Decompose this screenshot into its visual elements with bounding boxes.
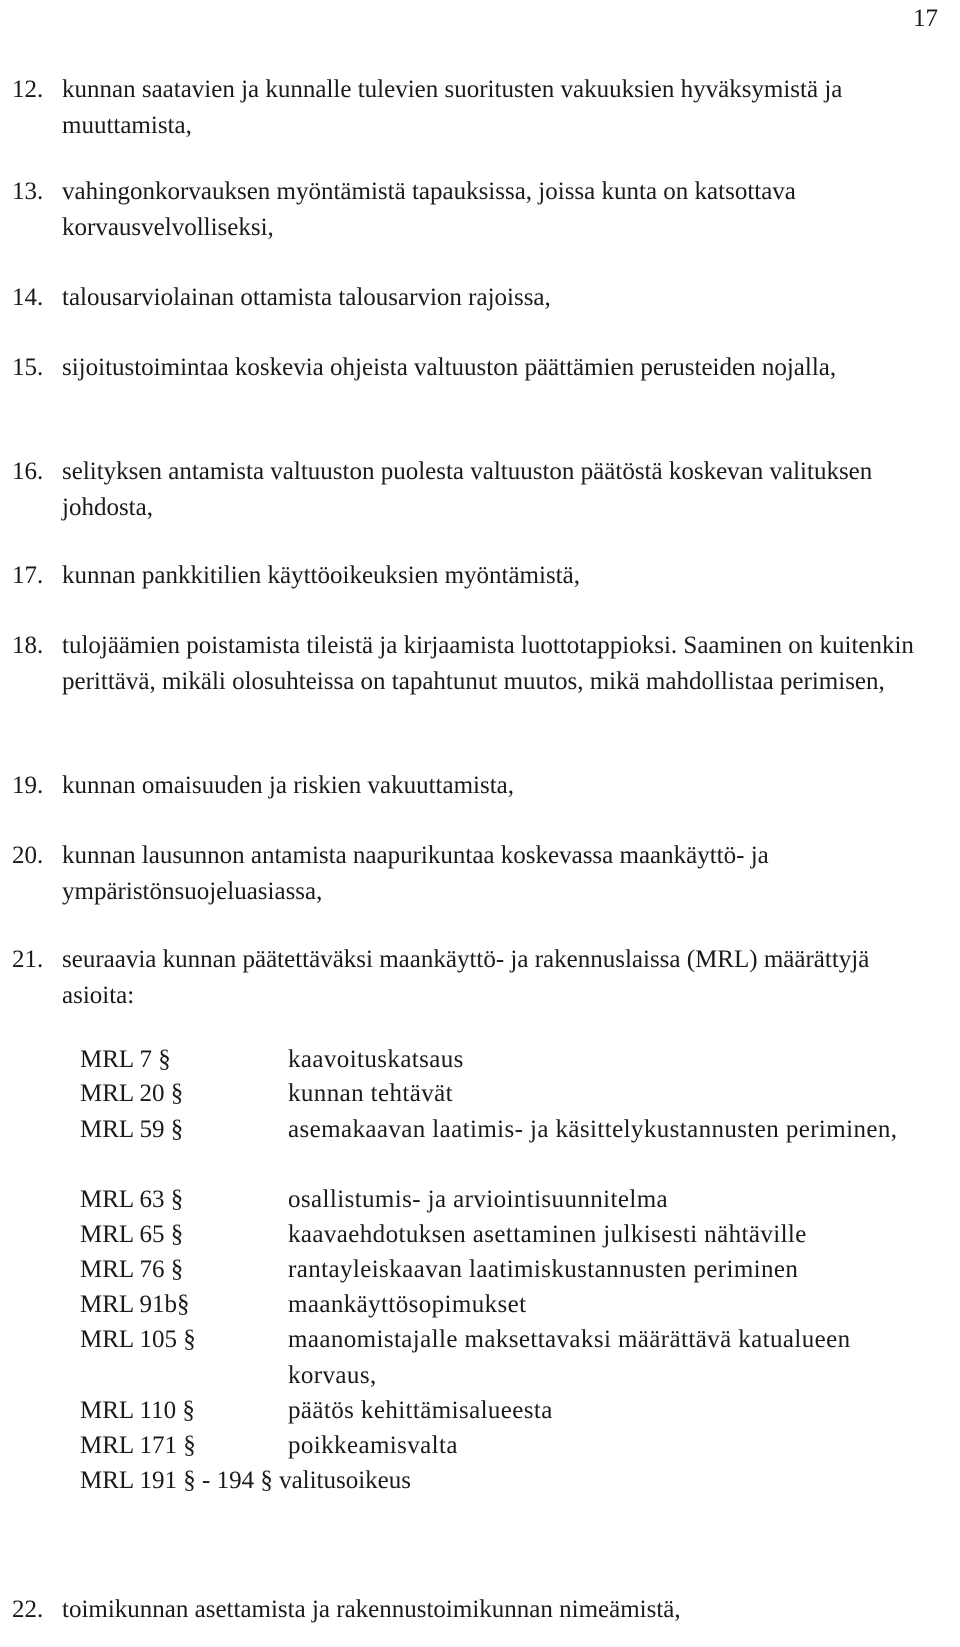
item-number: 22. [12, 1596, 44, 1623]
item-number: 20. [12, 842, 44, 869]
mrl-description: maanomistajalle maksettavaksi määrättävä katualueen korvaus, [288, 1326, 851, 1389]
mrl-code: MRL 76 § [80, 1256, 184, 1283]
item-text: sijoitustoimintaa koskevia ohjeista valtuuston päättämien perusteiden nojalla, [62, 354, 837, 381]
list-item [12, 1592, 942, 1628]
mrl-description: maankäyttösopimukset [288, 1291, 527, 1318]
list-item [12, 72, 942, 144]
item-text: tulojäämien poistamista tileistä ja kirjaamista luottotappioksi. Saaminen on kuitenkin perittävä, mikäli olosuhteissa on tapahtunut muutos, mikä mahdollistaa perimisen, [62, 632, 914, 695]
item-number: 12. [12, 76, 44, 103]
mrl-code: MRL 7 § [80, 1046, 171, 1073]
list-item [12, 454, 942, 526]
page-number: 17 [913, 5, 938, 32]
item-text: talousarviolainan ottamista talousarvion rajoissa, [62, 284, 551, 311]
item-text: kunnan pankkitilien käyttöoikeuksien myöntämistä, [62, 562, 580, 589]
item-number: 17. [12, 562, 44, 589]
item-number: 18. [12, 632, 44, 659]
item-text: selityksen antamista valtuuston puolesta valtuuston päätöstä koskevan valituksen johdosta, [62, 458, 873, 521]
mrl-description: osallistumis- ja arviointisuunnitelma [288, 1186, 669, 1213]
mrl-description: kunnan tehtävät [288, 1080, 453, 1107]
mrl-description: kaavoituskatsaus [288, 1046, 464, 1073]
item-text: vahingonkorvauksen myöntämistä tapauksissa, joissa kunta on katsottava korvausvelvolliseksi, [62, 178, 796, 241]
mrl-code: MRL 91b§ [80, 1291, 190, 1318]
mrl-code: MRL 171 § [80, 1432, 196, 1459]
item-number: 15. [12, 354, 44, 381]
mrl-code: MRL 191 § - 194 § valitusoikeus [80, 1467, 412, 1494]
mrl-code: MRL 110 § [80, 1397, 195, 1424]
list-item [12, 628, 942, 700]
item-number: 16. [12, 458, 44, 485]
item-text: kunnan saatavien ja kunnalle tulevien suoritusten vakuuksien hyväksymistä ja muuttamista, [62, 76, 843, 139]
list-item [12, 280, 942, 316]
list-item [12, 768, 942, 804]
list-item [12, 350, 942, 386]
list-item [12, 838, 942, 910]
item-number: 13. [12, 178, 44, 205]
mrl-description: päätös kehittämisalueesta [288, 1397, 553, 1424]
mrl-code: MRL 20 § [80, 1080, 184, 1107]
item-text: toimikunnan asettamista ja rakennustoimikunnan nimeämistä, [62, 1596, 681, 1623]
mrl-code: MRL 63 § [80, 1186, 184, 1213]
mrl-code: MRL 65 § [80, 1221, 184, 1248]
mrl-code: MRL 105 § [80, 1326, 196, 1353]
mrl-description: asemakaavan laatimis- ja käsittelykustannusten periminen, [288, 1116, 898, 1143]
item-text: seuraavia kunnan päätettäväksi maankäyttö- ja rakennuslaissa (MRL) määrättyjä asioita: [62, 946, 870, 1009]
item-text: kunnan lausunnon antamista naapurikuntaa koskevassa maankäyttö- ja ympäristönsuojeluasiassa, [62, 842, 769, 905]
mrl-description: rantayleiskaavan laatimiskustannusten periminen [288, 1256, 799, 1283]
list-item [12, 558, 942, 594]
item-number: 14. [12, 284, 44, 311]
item-number: 21. [12, 946, 44, 973]
list-item [12, 942, 942, 1014]
item-text: kunnan omaisuuden ja riskien vakuuttamista, [62, 772, 514, 799]
mrl-description: kaavaehdotuksen asettaminen julkisesti nähtäville [288, 1221, 807, 1248]
mrl-description: poikkeamisvalta [288, 1432, 458, 1459]
item-number: 19. [12, 772, 44, 799]
list-item [12, 174, 942, 246]
mrl-code: MRL 59 § [80, 1116, 184, 1143]
